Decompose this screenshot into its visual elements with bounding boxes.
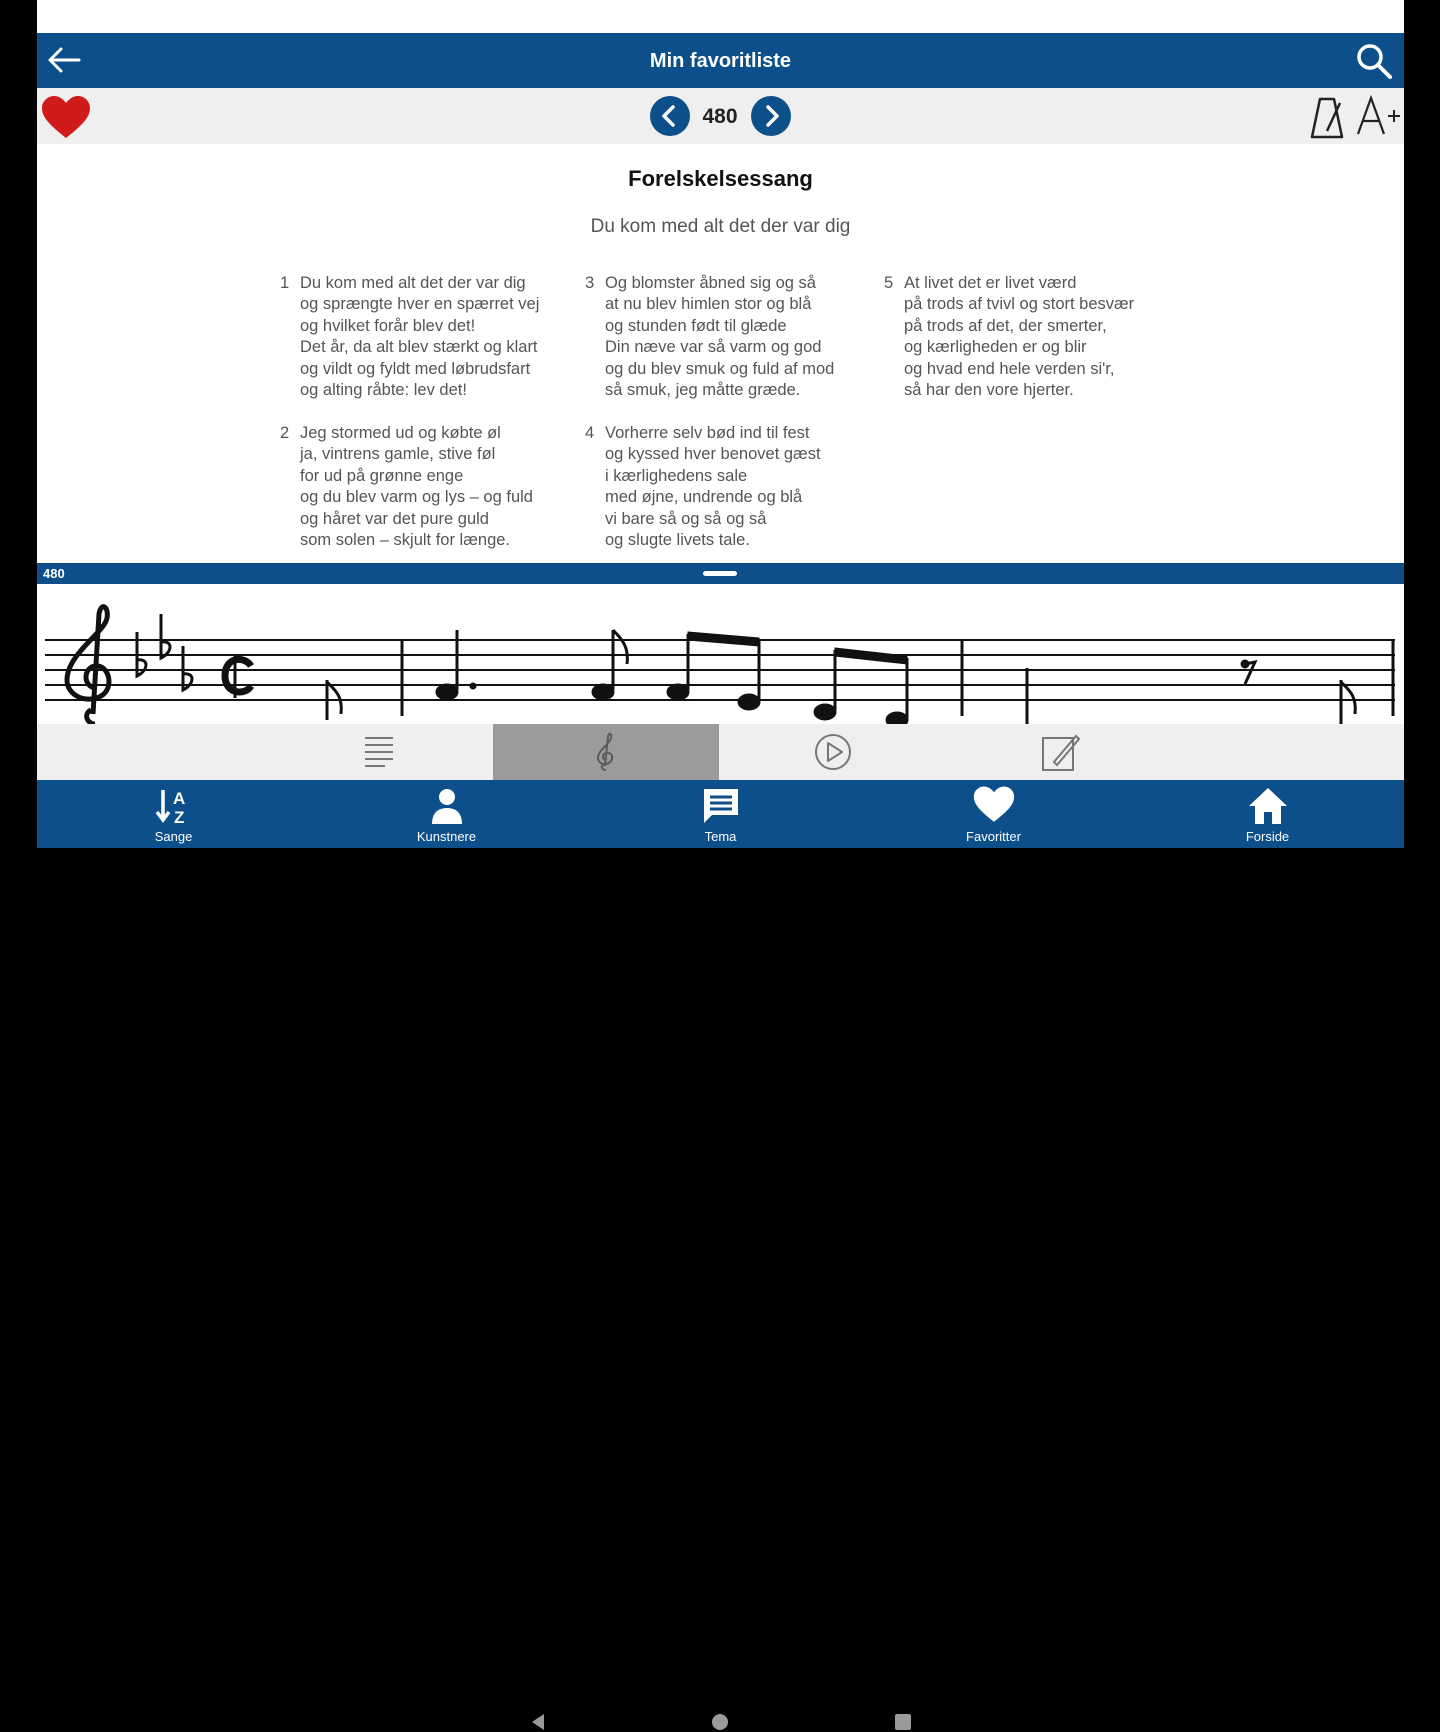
verse-line: på trods af det, der smerter, (904, 316, 1107, 335)
song-first-line: Du kom med alt det der var dig (590, 216, 851, 237)
music-staff (37, 584, 1404, 724)
nav-themes[interactable] (584, 780, 857, 848)
system-home-icon[interactable] (710, 1712, 730, 1732)
verse-line: og hvilket forår blev det! (300, 316, 476, 335)
verse-line: Det år, da alt blev stærkt og klart (300, 338, 538, 357)
song-title: Forelskelsessang (628, 166, 813, 191)
verse-line: at nu blev himlen stor og blå (605, 295, 812, 314)
verse-line: på trods af tvivl og stort besvær (904, 295, 1135, 314)
verse-line: så smuk, jeg måtte græde. (605, 381, 801, 400)
verse-2 (280, 423, 533, 551)
tab-notes[interactable] (947, 724, 1173, 780)
verse-line: og hvad end hele verden si'r, (904, 359, 1115, 378)
nav-artists[interactable] (310, 780, 583, 848)
verse-number: 5 (884, 274, 894, 292)
sheet-music-label: 480 (43, 566, 65, 581)
svg-text:Z: Z (173, 808, 184, 826)
page-title: Min favoritliste (649, 50, 792, 72)
message-icon (701, 786, 741, 826)
verse-line: og kærligheden er og blir (904, 338, 1087, 357)
heart-icon (973, 786, 1015, 824)
verse-line: og kyssed hver benovet gæst (605, 445, 821, 464)
search-icon[interactable] (1354, 41, 1394, 81)
song-toolbar (37, 88, 1404, 144)
verse-number: 1 (280, 274, 290, 292)
verse-line: ja, vintrens gamle, stive føl (300, 445, 496, 464)
chevron-left-icon (650, 96, 690, 136)
person-icon (427, 786, 467, 826)
verse-line: i kærlighedens sale (605, 466, 748, 485)
system-navigation-bar (0, 848, 1440, 900)
verse-line: og alting råbte: lev det! (300, 381, 467, 400)
verse-line: så har den vore hjerter. (904, 381, 1074, 400)
verse-line: Din næve var så varm og god (605, 338, 822, 357)
drag-handle[interactable] (703, 571, 737, 576)
lyrics-lines-icon (363, 735, 395, 769)
tab-sheet-music[interactable] (493, 724, 719, 780)
verse-number: 3 (585, 274, 595, 292)
nav-themes-label: Tema (704, 829, 737, 844)
system-back-icon[interactable] (528, 1712, 548, 1732)
verse-line: vi bare så og så og så (605, 509, 767, 528)
app-bar (37, 33, 1404, 88)
favorite-heart-icon[interactable] (41, 96, 91, 140)
nav-artists-label: Kunstnere (416, 829, 477, 844)
verse-line: og vildt og fyldt med løbrudsfart (300, 359, 531, 378)
verse-line: og håret var det pure guld (300, 509, 489, 528)
system-recents-icon[interactable] (893, 1712, 913, 1732)
verse-line: og sprængte hver en spærret vej (300, 295, 540, 314)
nav-songs-label: Sange (154, 829, 193, 844)
tab-lyrics[interactable] (266, 724, 492, 780)
edit-note-icon (1040, 732, 1080, 772)
verse-line: og slugte livets tale. (605, 531, 750, 550)
treble-clef-icon (67, 607, 109, 724)
nav-home-label: Forside (1245, 829, 1290, 844)
verse-line: og du blev varm og lys – og fuld (300, 488, 533, 507)
bottom-navigation (37, 780, 1404, 848)
previous-song-button[interactable] (650, 96, 690, 136)
verse-line: for ud på grønne enge (300, 466, 464, 485)
verse-line: At livet det er livet værd (904, 274, 1077, 292)
verse-5 (884, 273, 1135, 401)
song-number: 480 (702, 105, 738, 128)
verse-line: Du kom med alt det der var dig (300, 274, 526, 292)
play-circle-icon (813, 732, 853, 772)
verse-line: og du blev smuk og fuld af mod (605, 359, 835, 378)
verse-line: Jeg stormed ud og købte øl (300, 424, 501, 442)
treble-clef-icon (594, 732, 618, 772)
verse-4 (585, 423, 821, 551)
verse-number: 2 (280, 424, 290, 442)
sheet-music-bar[interactable] (37, 563, 1404, 584)
verse-3 (585, 273, 835, 401)
view-tabs (37, 724, 1404, 780)
nav-songs[interactable] (37, 780, 310, 848)
metronome-icon[interactable] (1310, 95, 1344, 139)
verse-line: som solen – skjult for længe. (300, 531, 511, 550)
nav-favorites-label: Favoritter (966, 829, 1021, 844)
nav-favorites[interactable] (857, 780, 1130, 848)
sort-az-icon (154, 786, 194, 826)
verse-1 (280, 273, 540, 401)
font-size-icon[interactable] (1355, 94, 1401, 138)
tab-play[interactable] (720, 724, 946, 780)
home-icon (1247, 786, 1289, 826)
verse-line: Vorherre selv bød ind til fest (605, 424, 810, 442)
verse-number: 4 (585, 424, 595, 442)
nav-home[interactable] (1131, 780, 1404, 848)
next-song-button[interactable] (751, 96, 791, 136)
verse-line: og stunden født til glæde (605, 316, 787, 335)
verse-line: med øjne, undrende og blå (605, 488, 803, 507)
sheet-music (37, 584, 1404, 724)
verse-line: Og blomster åbned sig og så (605, 274, 816, 292)
chevron-right-icon (751, 96, 791, 136)
svg-text:A: A (172, 789, 185, 808)
